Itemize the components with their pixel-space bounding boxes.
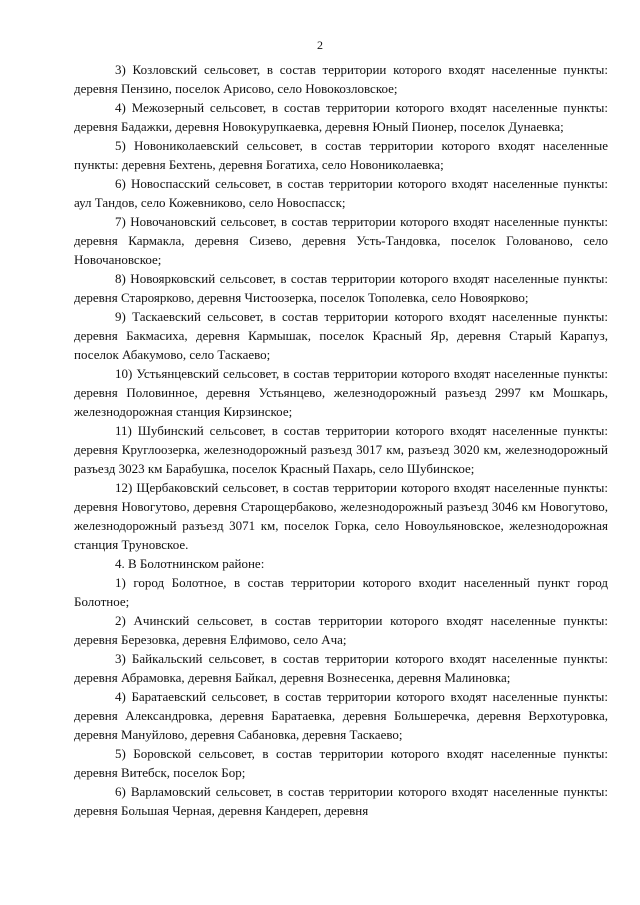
paragraph-borovskoy: 5) Боровской сельсовет, в состав территории которого входят населенные пункты: деревня Витебск, поселок Бор; xyxy=(74,746,608,780)
paragraph-baikalsky: 3) Байкальский сельсовет, в состав территории которого входят населенные пункты: деревня Абрамовка, деревня Байкал, деревня Вознесенка, деревня Малиновка; xyxy=(74,651,608,685)
paragraph-shcherbakovsky: 12) Щербаковский сельсовет, в состав территории которого входят населенные пункты: деревня Новогутово, деревня Старощербаково, железнодорожный разъезд 3046 км Новогутово, железнодорожный разъезд 3071 км, поселок Горка, село Новоульяновское, железнодорожная станция Труновское. xyxy=(74,480,608,552)
paragraph-novospassky: 6) Новоспасский сельсовет, в состав территории которого входят населенные пункты: аул Тандов, село Кожевниково, село Новоспасск; xyxy=(74,176,608,210)
paragraph-achinsky: 2) Ачинский сельсовет, в состав территории которого входят населенные пункты: деревня Березовка, деревня Елфимово, село Ача; xyxy=(74,613,608,647)
paragraph-mezhozerny: 4) Межозерный сельсовет, в состав территории которого входят населенные пункты: деревня Бадажки, деревня Новокурупкаевка, деревня Юный Пионер, поселок Дунаевка; xyxy=(74,100,608,134)
section-heading-bolotninsky: 4. В Болотнинском районе: xyxy=(115,556,265,571)
page-number: 2 xyxy=(317,38,323,52)
paragraph-ustyantsevsky: 10) Устьянцевский сельсовет, в состав территории которого входят населенные пункты: деревня Половинное, деревня Устьянцево, железнодорожный разъезд 2997 км Мошкарь, железнодорожная станция Кирзинское; xyxy=(74,366,608,419)
paragraph-novochanovsky: 7) Новочановский сельсовет, в состав территории которого входят населенные пункты: деревня Кармакла, деревня Сизево, деревня Усть-Тандовка, поселок Голованово, село Новочановское; xyxy=(74,214,608,267)
paragraph-taskaevsky: 9) Таскаевский сельсовет, в состав территории которого входят населенные пункты: деревня Бакмасиха, деревня Кармышак, поселок Красный Яр, деревня Старый Карапуз, поселок Абакумово, село Таскаево; xyxy=(74,309,608,362)
paragraph-novonikolaevsky: 5) Новониколаевский сельсовет, в состав территории которого входят населенные пункты: деревня Бехтень, деревня Богатиха, село Новониколаевка; xyxy=(74,138,608,172)
document-body xyxy=(74,60,608,820)
paragraph-barataevsky: 4) Баратаевский сельсовет, в состав территории которого входят населенные пункты: деревня Александровка, деревня Баратаевка, деревня Большеречка, деревня Верхотуровка, деревня Мануйлово, деревня Сабановка, деревня Таскаево; xyxy=(74,689,608,742)
paragraph-kozlovsky: 3) Козловский сельсовет, в состав территории которого входят населенные пункты: деревня Пензино, поселок Арисово, село Новокозловское; xyxy=(74,62,608,96)
paragraph-varlamovsky: 6) Варламовский сельсовет, в состав территории которого входят населенные пункты: деревня Большая Черная, деревня Кандереп, деревня xyxy=(74,784,608,818)
paragraph-shubinsky: 11) Шубинский сельсовет, в состав территории которого входят населенные пункты: деревня Круглоозерка, железнодорожный разъезд 3017 км, разъезд 3020 км, железнодорожный разъезд 3023 км Барабушка, поселок Красный Пахарь, село Шубинское; xyxy=(74,423,608,476)
paragraph-bolotnoe: 1) город Болотное, в состав территории которого входит населенный пункт город Болотное; xyxy=(74,575,608,609)
paragraph-novoyarkovsky: 8) Новоярковский сельсовет, в состав территории которого входят населенные пункты: деревня Староярково, деревня Чистоозерка, поселок Тополевка, село Новоярково; xyxy=(74,271,608,305)
